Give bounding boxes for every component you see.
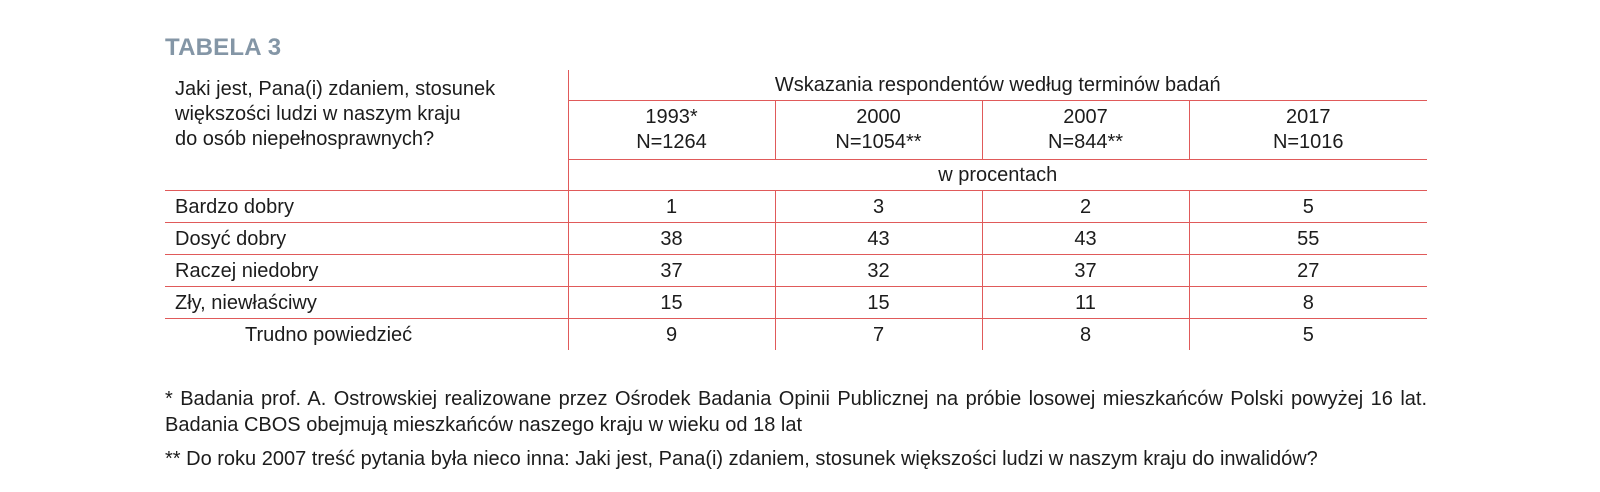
footnote-2: ** Do roku 2007 treść pytania była nieco inna: Jaki jest, Pana(i) zdaniem, stosunek większości ludzi w naszym kraju do inwalidów? bbox=[165, 448, 1318, 470]
column-year: 2007 bbox=[1063, 106, 1108, 128]
table-cell: 3 bbox=[775, 191, 982, 223]
table-cell: 7 bbox=[775, 319, 982, 351]
table-row bbox=[165, 255, 1427, 287]
table-cell: 15 bbox=[775, 287, 982, 319]
column-n: N=844** bbox=[1047, 131, 1124, 153]
unit-label: w procentach bbox=[568, 160, 1427, 191]
table-cell: 37 bbox=[982, 255, 1189, 287]
table-cell: 55 bbox=[1189, 223, 1427, 255]
table-row bbox=[165, 191, 1427, 223]
survey-table bbox=[165, 70, 1427, 350]
unit-row bbox=[165, 160, 1427, 191]
table-header-row bbox=[165, 70, 1427, 101]
column-header-2000 bbox=[775, 101, 982, 160]
table-cell: 15 bbox=[568, 287, 775, 319]
question-cell: Jaki jest, Pana(i) zdaniem, stosunek większości ludzi w naszym kraju do osób niepełnosprawnych? bbox=[165, 70, 568, 160]
table-cell: 9 bbox=[568, 319, 775, 351]
column-n: N=1016 bbox=[1272, 131, 1344, 153]
page-title: TABELA 3 bbox=[165, 34, 282, 61]
table-row bbox=[165, 319, 1427, 351]
column-header-2017 bbox=[1189, 101, 1427, 160]
table-cell: 1 bbox=[568, 191, 775, 223]
column-year: 2017 bbox=[1286, 106, 1331, 128]
empty-cell bbox=[165, 160, 568, 191]
group-header: Wskazania respondentów według terminów badań bbox=[568, 70, 1427, 101]
table-cell: 2 bbox=[982, 191, 1189, 223]
table-row bbox=[165, 223, 1427, 255]
table-cell: 27 bbox=[1189, 255, 1427, 287]
row-label: Trudno powiedzieć bbox=[165, 319, 568, 351]
table-cell: 11 bbox=[982, 287, 1189, 319]
column-year: 1993* bbox=[645, 106, 698, 128]
column-header-1993 bbox=[568, 101, 775, 160]
row-label: Dosyć dobry bbox=[165, 223, 568, 255]
footnote-1: * Badania prof. A. Ostrowskiej realizowane przez Ośrodek Badania Opinii Publicznej na próbie losowej mieszkańców Polski powyżej 16 lat. Badania CBOS obejmują mieszkańców naszego kraju w wieku od 18 lat bbox=[165, 388, 1427, 436]
table-cell: 32 bbox=[775, 255, 982, 287]
table-cell: 37 bbox=[568, 255, 775, 287]
column-n: N=1264 bbox=[636, 131, 707, 153]
table-cell: 5 bbox=[1189, 319, 1427, 351]
row-label: Zły, niewłaściwy bbox=[165, 287, 568, 319]
table-cell: 38 bbox=[568, 223, 775, 255]
column-n: N=1054** bbox=[835, 131, 922, 153]
row-label: Raczej niedobry bbox=[165, 255, 568, 287]
table-row bbox=[165, 287, 1427, 319]
table-cell: 5 bbox=[1189, 191, 1427, 223]
table-cell: 8 bbox=[982, 319, 1189, 351]
table-cell: 43 bbox=[775, 223, 982, 255]
table-cell: 43 bbox=[982, 223, 1189, 255]
table-cell: 8 bbox=[1189, 287, 1427, 319]
column-year: 2000 bbox=[856, 106, 901, 128]
column-header-2007 bbox=[982, 101, 1189, 160]
row-label: Bardzo dobry bbox=[165, 191, 568, 223]
